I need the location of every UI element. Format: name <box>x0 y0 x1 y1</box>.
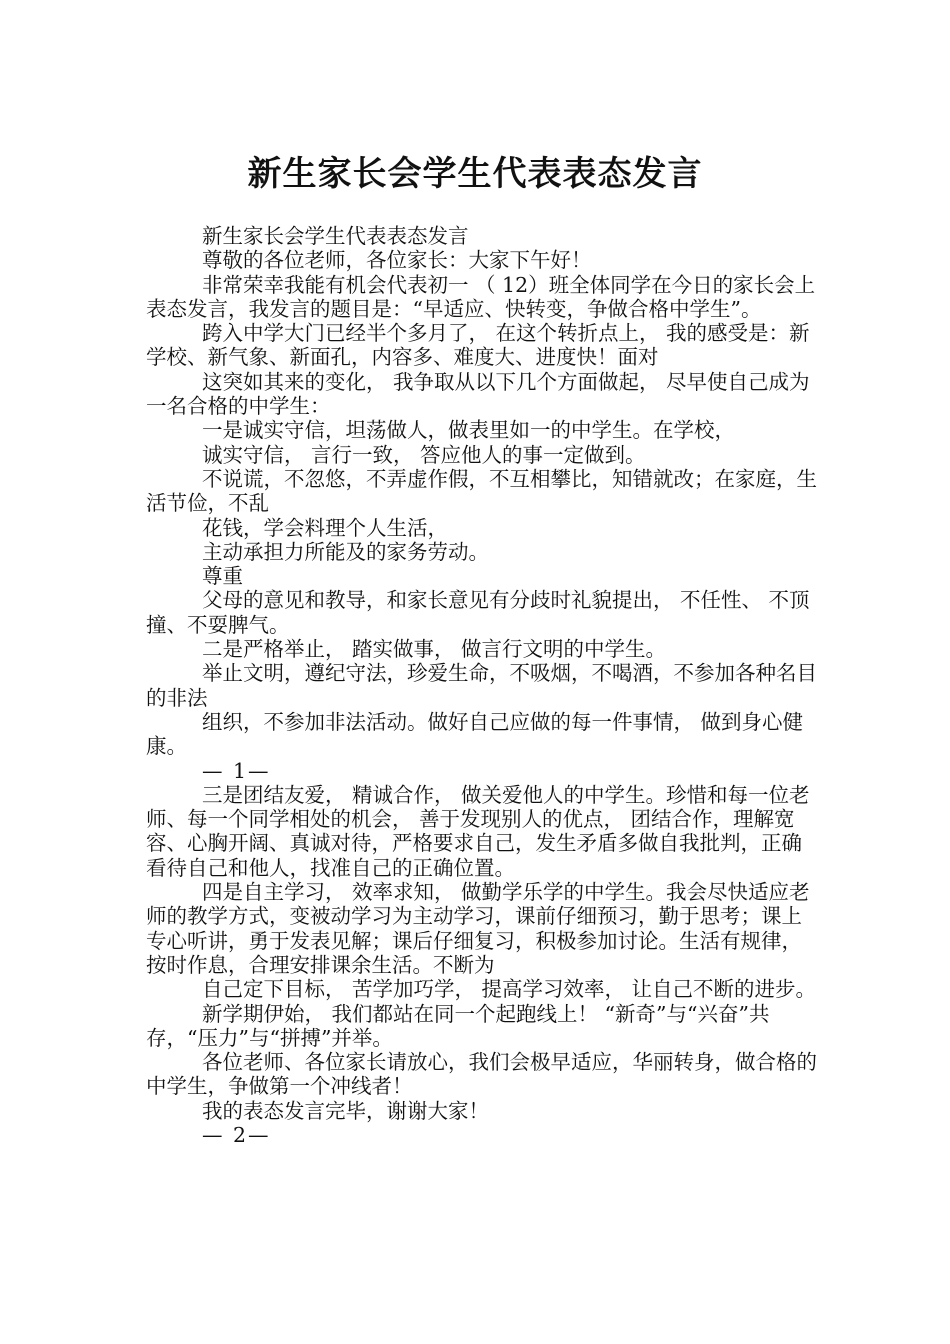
paragraph: 花钱，学会料理个人生活， <box>202 515 448 540</box>
paragraph: 举止文明，遵纪守法，珍爱生命，不吸烟，不喝酒，不参加各种名目的非法 <box>146 661 817 710</box>
paragraph: 四是自主学习， 效率求知， 做勤学乐学的中学生。我会尽快适应老师的教学方式，变被动学习为主动学习，课前仔细预习，勤于思考；课上专心听讲，勇于发表见解；课后仔细复习，积极参加讨论。生活有规律，按时作息，合理安排课余生活。不断为 <box>146 880 810 977</box>
paragraph: 诚实守信， 言行一致， 答应他人的事一定做到。 <box>202 442 646 467</box>
paragraph: 组织，不参加非法活动。做好自己应做的每一件事情， 做到身心健康。 <box>146 709 804 759</box>
paragraph: 二是严格举止， 踏实做事， 做言行文明的中学生。 <box>202 637 667 662</box>
paragraph: 跨入中学大门已经半个多月了， 在这个转折点上， 我的感受是：新学校、新气象、新面孔，内容多、难度大、进度快！面对 <box>146 321 810 370</box>
paragraph: 一是诚实守信，坦荡做人，做表里如一的中学生。在学校， <box>202 418 735 443</box>
paragraph: 新生家长会学生代表表态发言 <box>202 224 469 248</box>
document-title: 新生家长会学生代表表态发言 <box>247 153 703 194</box>
paragraph: 尊敬的各位老师，各位家长：大家下午好！ <box>202 248 592 273</box>
document-body <box>146 224 822 1147</box>
paragraph: 这突如其来的变化， 我争取从以下几个方面做起， 尽早使自己成为一名合格的中学生： <box>146 369 810 419</box>
paragraph: 我的表态发言完毕，谢谢大家！ <box>202 1098 489 1123</box>
paragraph: 三是团结友爱， 精诚合作， 做关爱他人的中学生。珍惜和每一位老师、每一个同学相处的机会， 善于发现别人的优点， 团结合作，理解宽容、心胸开阔、真诚对待，严格要求自己，发生矛盾多做自我批判，正确看待自己和他人，找准自己的正确位置。 <box>146 782 810 880</box>
page-number: — 2— <box>202 1122 271 1147</box>
paragraph: 父母的意见和教导，和家长意见有分歧时礼貌提出， 不任性、 不顶撞、不耍脾气。 <box>146 588 810 637</box>
paragraph: 新学期伊始， 我们都站在同一个起跑线上！ “新奇”与“兴奋”共存，“压力”与“拼搏”并举。 <box>146 1001 770 1050</box>
page-number: — 1— <box>202 758 271 783</box>
paragraph: 非常荣幸我能有机会代表初一 （ 12）班全体同学在今日的家长会上表态发言，我发言的题目是：“早适应、快转变，争做合格中学生”。 <box>146 272 816 321</box>
paragraph: 各位老师、各位家长请放心，我们会极早适应，华丽转身，做合格的中学生，争做第一个冲线者！ <box>146 1050 817 1099</box>
paragraph: 自己定下目标， 苦学加巧学， 提高学习效率， 让自己不断的进步。 <box>202 977 817 1002</box>
paragraph: 不说谎，不忽悠，不弄虚作假，不互相攀比，知错就改；在家庭，生活节俭，不乱 <box>146 466 817 516</box>
paragraph: 主动承担力所能及的家务劳动。 <box>202 539 489 564</box>
paragraph: 尊重 <box>202 564 243 589</box>
